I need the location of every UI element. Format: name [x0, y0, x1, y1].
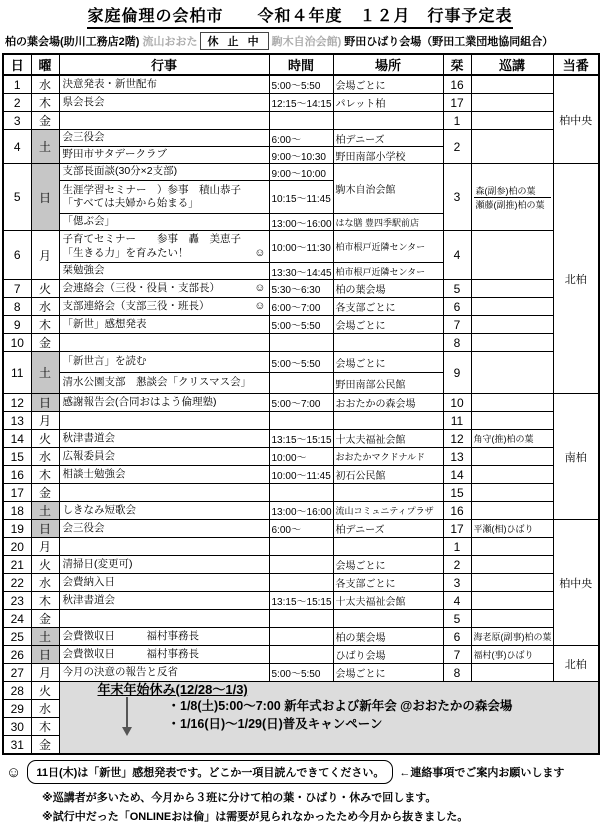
col-header-3: 行事 — [59, 54, 269, 75]
suspended-badge: 休 止 中 — [200, 32, 268, 50]
junko-cell — [471, 556, 553, 574]
event-line: 感謝報告会(合同おはよう倫理塾) — [62, 395, 217, 408]
place-cell: 十太夫福祉会館 — [333, 592, 443, 610]
event-cell — [59, 664, 269, 682]
event-cell — [59, 484, 269, 502]
col-header-4: 時間 — [269, 54, 333, 75]
shiori-cell: 4 — [443, 592, 471, 610]
place-cell: 駒木自治会館 — [333, 164, 443, 214]
event-cell — [59, 263, 269, 280]
event-cell — [59, 628, 269, 646]
place-cell: 会場ごとに — [333, 316, 443, 334]
day-cell: 金 — [31, 610, 59, 628]
holiday-bullets — [168, 698, 599, 733]
venue-suspended-post: 駒木自治会館) — [271, 36, 342, 48]
event-line: 支部連絡会（支部三役・班長） ☺ — [62, 299, 266, 312]
place-cell: 各支部ごとに — [333, 298, 443, 316]
place-cell — [333, 412, 443, 430]
time-cell: 5:30～6:30 — [269, 280, 333, 298]
place-cell — [333, 484, 443, 502]
place-cell: パレット柏 — [333, 94, 443, 112]
time-cell — [269, 610, 333, 628]
place-cell: 柏デニーズ — [333, 130, 443, 147]
place-cell: 柏の葉会場 — [333, 280, 443, 298]
day-cell: 土 — [31, 628, 59, 646]
event-cell — [59, 592, 269, 610]
day-cell: 火 — [31, 556, 59, 574]
event-line: 会三役会 — [62, 131, 105, 144]
duty-cell: 柏中央 — [553, 75, 599, 164]
duty-cell: 南柏 — [553, 394, 599, 520]
date-cell: 7 — [3, 280, 31, 298]
event-cell — [59, 538, 269, 556]
shiori-cell: 3 — [443, 164, 471, 231]
shiori-cell: 7 — [443, 646, 471, 664]
time-cell: 6:00～7:00 — [269, 298, 333, 316]
date-cell: 12 — [3, 394, 31, 412]
event-cell — [59, 94, 269, 112]
event-cell — [59, 334, 269, 352]
date-cell: 29 — [3, 700, 31, 718]
junko-cell: 角守(推)柏の葉 — [471, 430, 553, 448]
time-cell: 9:00～10:30 — [269, 147, 333, 164]
junko-cell — [471, 610, 553, 628]
shiori-cell: 8 — [443, 334, 471, 352]
shiori-cell: 17 — [443, 94, 471, 112]
day-cell: 水 — [31, 298, 59, 316]
event-line: 清掃日(変更可) — [62, 557, 133, 570]
venue-noda: 野田ひばり会場（野田工業団地協同組合） — [344, 36, 554, 48]
junko-cell — [471, 352, 553, 394]
schedule-table — [2, 53, 600, 755]
day-cell: 月 — [31, 538, 59, 556]
event-cell — [59, 316, 269, 334]
col-header-7: 巡講 — [471, 54, 553, 75]
day-cell: 水 — [31, 75, 59, 94]
shiori-cell: 16 — [443, 502, 471, 520]
date-cell: 23 — [3, 592, 31, 610]
place-cell: 会場ごとに — [333, 556, 443, 574]
date-cell: 13 — [3, 412, 31, 430]
place-cell: ひばり会場 — [333, 646, 443, 664]
col-header-2: 曜 — [31, 54, 59, 75]
event-line: 会費徴収日 福村事務長 — [62, 629, 199, 642]
shiori-cell: 12 — [443, 430, 471, 448]
day-cell: 月 — [31, 664, 59, 682]
place-cell: 柏デニーズ — [333, 520, 443, 538]
time-cell: 12:15～14:15 — [269, 94, 333, 112]
event-cell — [59, 352, 269, 373]
date-cell: 11 — [3, 352, 31, 394]
shiori-cell: 6 — [443, 298, 471, 316]
date-cell: 17 — [3, 484, 31, 502]
event-line: 秋津書道会 — [62, 593, 115, 606]
time-cell — [269, 112, 333, 130]
junko-cell — [471, 231, 553, 280]
junko-cell — [471, 574, 553, 592]
date-cell: 18 — [3, 502, 31, 520]
event-line: 会費納入日 — [62, 575, 115, 588]
title-wrap — [0, 0, 600, 29]
time-cell — [269, 412, 333, 430]
place-cell: 柏市根戸近隣センター — [333, 231, 443, 263]
event-cell — [59, 448, 269, 466]
junko-cell — [471, 75, 553, 94]
event-cell — [59, 231, 269, 263]
shiori-cell: 2 — [443, 130, 471, 164]
place-cell: 柏の葉会場 — [333, 628, 443, 646]
callout-note: 11日(木)は「新世」感想発表です。どこか一項目読んできてください。 — [27, 760, 393, 784]
junko-cell — [471, 412, 553, 430]
date-cell: 24 — [3, 610, 31, 628]
date-cell: 5 — [3, 164, 31, 231]
event-line: 会三役会 — [62, 521, 105, 534]
event-cell — [59, 556, 269, 574]
day-cell: 金 — [31, 112, 59, 130]
event-cell — [59, 373, 269, 394]
event-cell — [59, 75, 269, 94]
day-cell: 火 — [31, 682, 59, 700]
date-cell: 19 — [3, 520, 31, 538]
day-cell: 木 — [31, 592, 59, 610]
event-cell — [59, 112, 269, 130]
col-header-1: 日 — [3, 54, 31, 75]
day-cell: 火 — [31, 280, 59, 298]
date-cell: 9 — [3, 316, 31, 334]
footer — [0, 755, 600, 826]
col-header-5: 場所 — [333, 54, 443, 75]
day-cell: 金 — [31, 484, 59, 502]
date-cell: 26 — [3, 646, 31, 664]
time-cell: 6:00～ — [269, 130, 333, 147]
time-cell: 13:00～16:00 — [269, 502, 333, 520]
footnote-line-1: ※巡講者が多いため、今月から３班に分けて柏の葉・ひばり・休みで回します。 — [42, 792, 437, 804]
time-cell — [269, 574, 333, 592]
event-cell — [59, 394, 269, 412]
event-line: 広報委員会 — [62, 449, 115, 462]
date-cell: 21 — [3, 556, 31, 574]
day-cell: 水 — [31, 700, 59, 718]
shiori-cell: 10 — [443, 394, 471, 412]
junko-entry: 瀬藤(副推)柏の葉 — [475, 199, 545, 210]
time-cell — [269, 334, 333, 352]
time-cell: 6:00～ — [269, 520, 333, 538]
footnote-line-2: ※試行中だった「ONLINEおは倫」は需要が見られなかったため今月から抜きました。 — [42, 810, 469, 823]
time-cell: 13:15～15:15 — [269, 592, 333, 610]
shiori-cell: 8 — [443, 664, 471, 682]
time-cell: 10:00～11:30 — [269, 231, 333, 263]
time-cell: 9:00～10:00 — [269, 164, 333, 181]
event-cell — [59, 412, 269, 430]
date-cell: 31 — [3, 736, 31, 755]
shiori-cell: 1 — [443, 538, 471, 556]
junko-cell: 平瀬(相)ひばり — [471, 520, 553, 538]
event-line: 栞勉強会 — [62, 264, 105, 277]
time-cell: 10:00～ — [269, 448, 333, 466]
event-cell — [59, 646, 269, 664]
event-cell — [59, 130, 269, 147]
shiori-cell: 14 — [443, 466, 471, 484]
junko-cell — [471, 592, 553, 610]
time-cell: 5:00～5:50 — [269, 352, 333, 373]
day-cell: 木 — [31, 94, 59, 112]
junko-entry: 森(副参)柏の葉 — [474, 184, 551, 198]
day-cell: 木 — [31, 718, 59, 736]
event-line: 秋津書道会 — [62, 431, 115, 444]
smiley-icon: ☺ — [254, 281, 266, 294]
duty-cell: 北柏 — [553, 646, 599, 682]
day-cell: 月 — [31, 231, 59, 280]
day-cell: 土 — [31, 502, 59, 520]
date-cell: 22 — [3, 574, 31, 592]
junko-cell: 海老原(副事)柏の葉 — [471, 628, 553, 646]
shiori-cell: 15 — [443, 484, 471, 502]
time-cell: 5:00～5:50 — [269, 316, 333, 334]
event-line: 「新世」感想発表 — [62, 317, 147, 330]
duty-cell: 北柏 — [553, 164, 599, 394]
place-cell — [333, 334, 443, 352]
time-cell — [269, 484, 333, 502]
duty-cell: 柏中央 — [553, 520, 599, 646]
junko-cell — [471, 394, 553, 412]
event-line: 「偲ぶ会」 — [62, 215, 115, 228]
date-cell: 25 — [3, 628, 31, 646]
page-title: 家庭倫理の会柏市 令和４年度 １２月 行事予定表 — [87, 3, 512, 29]
place-cell — [333, 610, 443, 628]
junko-cell — [471, 448, 553, 466]
day-cell: 水 — [31, 574, 59, 592]
day-cell: 月 — [31, 412, 59, 430]
place-cell: 会場ごとに — [333, 75, 443, 94]
col-header-6: 栞 — [443, 54, 471, 75]
place-cell: 柏市根戸近隣センター — [333, 263, 443, 280]
event-cell — [59, 181, 269, 214]
venue-suspended-pre: 流山おおた — [142, 36, 198, 48]
holiday-bullet: ・1/8(土)5:00～7:00 新年式および新年会 @おおたかの森会場 — [167, 699, 513, 713]
event-cell — [59, 574, 269, 592]
time-cell: 5:00～5:50 — [269, 664, 333, 682]
time-cell — [269, 538, 333, 556]
place-cell: 野田南部公民館 — [333, 373, 443, 394]
event-line: 野田市サタデークラブ — [62, 148, 167, 161]
junko-cell — [471, 664, 553, 682]
day-cell: 金 — [31, 736, 59, 755]
place-cell: 十太夫福祉会館 — [333, 430, 443, 448]
shiori-cell: 5 — [443, 280, 471, 298]
date-cell: 4 — [3, 130, 31, 164]
time-cell: 10:15～11:45 — [269, 181, 333, 214]
place-cell: 流山コミュニティプラザ — [333, 502, 443, 520]
smiley-icon: ☺ — [6, 763, 22, 781]
shiori-cell: 16 — [443, 75, 471, 94]
event-line: 「生きる力」を育みたい！ ☺ — [62, 246, 266, 259]
junko-cell — [471, 94, 553, 112]
junko-cell — [471, 298, 553, 316]
event-line: 「すべては夫婦から始まる」 — [62, 197, 199, 209]
event-line: 子育てセミナー 参事 轟 美恵子 — [62, 233, 241, 246]
shiori-cell: 3 — [443, 574, 471, 592]
day-cell: 木 — [31, 316, 59, 334]
date-cell: 8 — [3, 298, 31, 316]
date-cell: 14 — [3, 430, 31, 448]
event-cell — [59, 147, 269, 164]
event-cell — [59, 520, 269, 538]
event-cell — [59, 298, 269, 316]
date-cell: 6 — [3, 231, 31, 280]
event-cell — [59, 280, 269, 298]
date-cell: 20 — [3, 538, 31, 556]
event-line: 支部長面談(30分×2支部) — [62, 165, 178, 178]
event-cell — [59, 610, 269, 628]
junko-cell — [471, 484, 553, 502]
day-cell: 日 — [31, 646, 59, 664]
time-cell: 5:00～5:50 — [269, 75, 333, 94]
day-cell: 土 — [31, 130, 59, 164]
time-cell — [269, 556, 333, 574]
shiori-cell: 1 — [443, 112, 471, 130]
date-cell: 15 — [3, 448, 31, 466]
event-line: 「新世言」を読む — [62, 355, 147, 368]
junko-cell — [471, 130, 553, 164]
shiori-cell: 9 — [443, 352, 471, 394]
shiori-cell: 17 — [443, 520, 471, 538]
place-cell — [333, 112, 443, 130]
day-cell: 木 — [31, 466, 59, 484]
holiday-heading: 年末年始休み(12/28～1/3) — [97, 682, 248, 697]
junko-split — [474, 184, 551, 211]
date-cell: 3 — [3, 112, 31, 130]
event-line: 県会長会 — [62, 95, 105, 108]
junko-cell — [471, 280, 553, 298]
venue-list — [0, 29, 600, 53]
event-line: しきなみ短歌会 — [62, 503, 136, 516]
time-cell — [269, 646, 333, 664]
time-cell: 13:15～15:15 — [269, 430, 333, 448]
time-cell: 5:00～7:00 — [269, 394, 333, 412]
day-cell: 日 — [31, 520, 59, 538]
shiori-cell: 6 — [443, 628, 471, 646]
down-arrow-icon — [126, 697, 128, 727]
junko-cell — [471, 164, 553, 231]
time-cell: 13:00～16:00 — [269, 214, 333, 231]
place-cell — [333, 538, 443, 556]
event-line: 会費徴収日 福村事務長 — [62, 647, 199, 660]
event-line: 決意発表・新世配布 — [62, 77, 157, 90]
shiori-cell: 5 — [443, 610, 471, 628]
day-cell: 水 — [31, 448, 59, 466]
junko-cell — [471, 334, 553, 352]
callout-side-note: ←連絡事項でご案内お願いします — [399, 767, 565, 779]
date-cell: 28 — [3, 682, 31, 700]
time-cell — [269, 373, 333, 394]
event-line: 清水公園支部 懇談会「クリスマス会」 — [62, 376, 252, 389]
event-cell — [59, 430, 269, 448]
shiori-cell: 2 — [443, 556, 471, 574]
date-cell: 1 — [3, 75, 31, 94]
day-cell: 土 — [31, 352, 59, 394]
event-line: 相談士勉強会 — [62, 467, 126, 480]
date-cell: 16 — [3, 466, 31, 484]
shiori-cell: 11 — [443, 412, 471, 430]
date-cell: 27 — [3, 664, 31, 682]
smiley-icon: ☺ — [254, 299, 266, 312]
time-cell: 13:30～14:45 — [269, 263, 333, 280]
callout-row — [6, 760, 596, 784]
event-line: 今月の決意の報告と反省 — [62, 665, 178, 678]
junko-cell — [471, 466, 553, 484]
event-line: 会連絡会（三役・役員・支部長） ☺ — [62, 281, 266, 294]
event-cell — [59, 502, 269, 520]
event-cell — [59, 164, 269, 181]
footnotes — [42, 789, 596, 826]
place-cell: 各支部ごとに — [333, 574, 443, 592]
holiday-bullet: ・1/16(日)～1/29(日)普及キャンペーン — [167, 716, 383, 731]
event-cell — [59, 466, 269, 484]
time-cell — [269, 628, 333, 646]
time-cell: 10:00～11:45 — [269, 466, 333, 484]
shiori-cell: 4 — [443, 231, 471, 280]
place-cell: 会場ごとに — [333, 664, 443, 682]
date-cell: 10 — [3, 334, 31, 352]
year-end-holiday-cell — [59, 682, 599, 755]
junko-cell — [471, 502, 553, 520]
place-cell: はな膳 豊四季駅前店 — [333, 214, 443, 231]
venue-kashiwanoha: 柏の葉会場(助川工務店2階) — [5, 36, 140, 48]
date-cell: 2 — [3, 94, 31, 112]
event-line: 生涯学習セミナー ）参事 積山恭子 — [62, 183, 241, 196]
place-cell: 初石公民館 — [333, 466, 443, 484]
date-cell: 30 — [3, 718, 31, 736]
place-cell: おおたかの森会場 — [333, 394, 443, 412]
junko-cell — [471, 538, 553, 556]
col-header-8: 当番 — [553, 54, 599, 75]
day-cell: 日 — [31, 164, 59, 231]
day-cell: 金 — [31, 334, 59, 352]
day-cell: 日 — [31, 394, 59, 412]
place-cell: 会場ごとに — [333, 352, 443, 373]
junko-cell — [471, 316, 553, 334]
junko-cell: 福村(事)ひばり — [471, 646, 553, 664]
shiori-cell: 7 — [443, 316, 471, 334]
junko-cell — [471, 112, 553, 130]
smiley-icon: ☺ — [254, 246, 266, 259]
day-cell: 火 — [31, 430, 59, 448]
place-cell: 野田南部小学校 — [333, 147, 443, 164]
shiori-cell: 13 — [443, 448, 471, 466]
event-cell — [59, 214, 269, 231]
place-cell: おおたかマクドナルド — [333, 448, 443, 466]
